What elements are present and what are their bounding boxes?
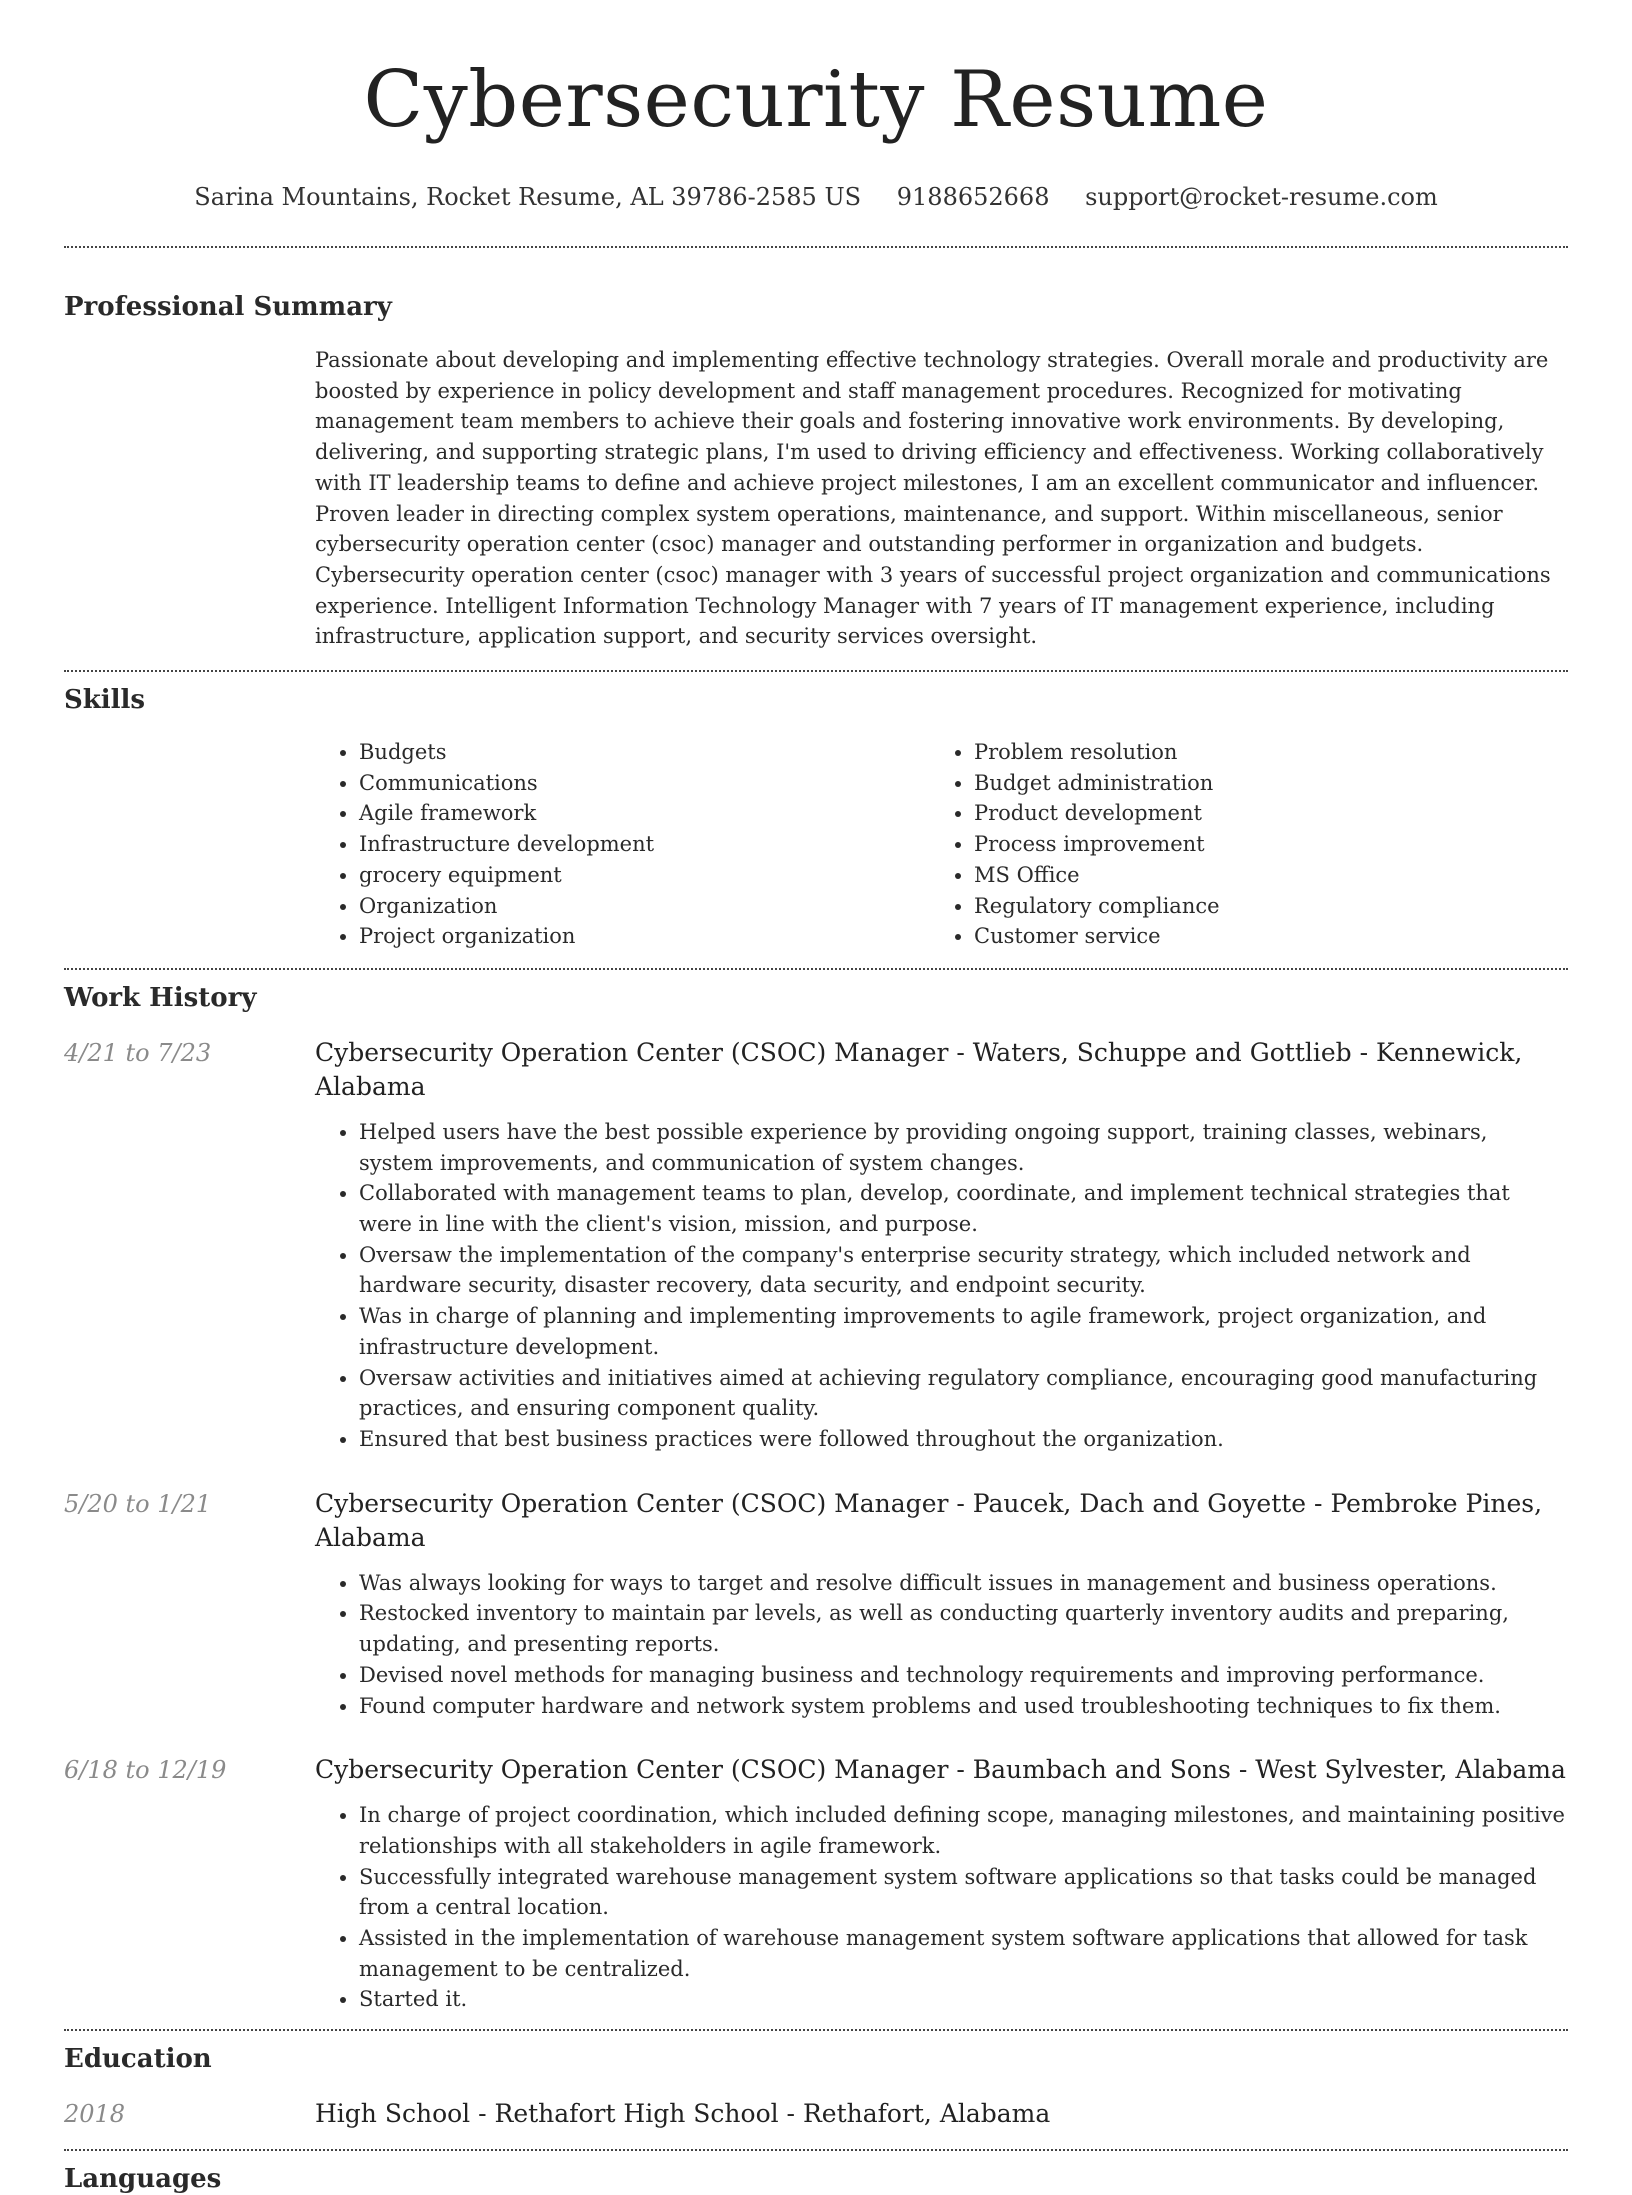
skill-item: • Communications xyxy=(359,768,930,799)
skills-section xyxy=(64,684,1568,952)
contact-line xyxy=(64,182,1568,212)
summary-text: Passionate about developing and implementing effective technology strategies. Overall morale and productivity are boosted by experience in policy development and staff management procedures. Recognized for motivating management team members to achieve their goals and fostering innovative work environments. By developing, delivering, and supporting strategic plans, I'm used to driving efficiency and effectiveness. Working collaboratively with IT leadership teams to define and achieve project milestones, I am an excellent communicator and influencer. Proven leader in directing complex system operations, maintenance, and support. Within miscellaneous, senior cybersecurity operation center (csoc) manager and outstanding performer in organization and budgets. Cybersecurity operation center (csoc) manager with 3 years of successful project organization and communications experience. Intelligent Information Technology Manager with 7 years of IT management experience, including infrastructure, application support, and security services oversight. xyxy=(315,348,1551,649)
job-title: Cybersecurity Operation Center (CSOC) Manager - Baumbach and Sons - West Sylvester, Alabama xyxy=(315,1755,1566,1785)
job-title: Cybersecurity Operation Center (CSOC) Manager - Paucek, Dach and Goyette - Pembroke Pines, Alabama xyxy=(315,1488,1543,1552)
summary-section xyxy=(64,291,1568,652)
education-year: 2018 xyxy=(64,2100,126,2129)
job-bullet: • Successfully integrated warehouse management system software applications so that tasks could be managed from a central location. xyxy=(359,1862,1568,1923)
skill-item: • Project organization xyxy=(359,921,930,952)
job-bullets xyxy=(315,1800,1568,2015)
resume-page xyxy=(64,0,1568,2195)
job-bullet: • Oversaw the implementation of the company's enterprise security strategy, which included network and hardware security, disaster recovery, data security, and endpoint security. xyxy=(359,1240,1568,1301)
job-bullet: • Helped users have the best possible experience by providing ongoing support, training classes, webinars, system improvements, and communication of system changes. xyxy=(359,1117,1568,1178)
skills-list xyxy=(315,737,1568,952)
job-dates: 5/20 to 1/21 xyxy=(64,1489,212,1518)
section-divider xyxy=(64,670,1568,672)
job-bullet: • Ensured that best business practices were followed throughout the organization. xyxy=(359,1424,1568,1455)
resume-title: Cybersecurity Resume xyxy=(363,55,1269,145)
skill-item: • Regulatory compliance xyxy=(974,891,1545,922)
work-history-heading: Work History xyxy=(64,982,257,1013)
skill-item: • Budgets xyxy=(359,737,930,768)
education-school: High School - Rethafort High School - Rethafort, Alabama xyxy=(315,2099,1051,2129)
skill-item: • Agile framework xyxy=(359,798,930,829)
job-dates: 6/18 to 12/19 xyxy=(64,1756,227,1785)
skill-item: • Problem resolution xyxy=(974,737,1545,768)
job-entry xyxy=(64,1753,1568,2015)
job-bullet: • Restocked inventory to maintain par levels, as well as conducting quarterly inventory audits and preparing, updating, and presenting reports. xyxy=(359,1598,1568,1659)
skill-item: • Customer service xyxy=(974,921,1545,952)
skill-item: • Organization xyxy=(359,891,930,922)
section-divider xyxy=(64,246,1568,248)
skill-item: • MS Office xyxy=(974,860,1545,891)
contact-address: Sarina Mountains, Rocket Resume, AL 39786-2585 US xyxy=(194,183,862,211)
job-bullets xyxy=(315,1568,1568,1722)
job-bullet: • Devised novel methods for managing business and technology requirements and improving performance. xyxy=(359,1660,1568,1691)
contact-email: support@rocket-resume.com xyxy=(1085,183,1438,211)
job-title: Cybersecurity Operation Center (CSOC) Manager - Waters, Schuppe and Gottlieb - Kennewick, Alabama xyxy=(315,1037,1523,1101)
skills-column-right xyxy=(930,737,1545,952)
skill-item: • grocery equipment xyxy=(359,860,930,891)
skill-item: • Budget administration xyxy=(974,768,1545,799)
job-entry xyxy=(64,1036,1568,1455)
job-entry xyxy=(64,1487,1568,1722)
job-bullets xyxy=(315,1117,1568,1455)
job-bullet: • Was in charge of planning and implementing improvements to agile framework, project organization, and infrastructure development. xyxy=(359,1301,1568,1362)
section-divider xyxy=(64,968,1568,970)
contact-phone: 9188652668 xyxy=(896,183,1050,211)
skill-item: • Process improvement xyxy=(974,829,1545,860)
section-divider xyxy=(64,2149,1568,2151)
job-dates: 4/21 to 7/23 xyxy=(64,1038,212,1067)
education-heading: Education xyxy=(64,2044,212,2075)
job-bullet: • Collaborated with management teams to plan, develop, coordinate, and implement technical strategies that were in line with the client's vision, mission, and purpose. xyxy=(359,1178,1568,1239)
languages-heading: Languages xyxy=(64,2164,222,2195)
education-entry xyxy=(64,2097,1568,2131)
job-bullet: • Assisted in the implementation of warehouse management system software applications that allowed for task management to be centralized. xyxy=(359,1923,1568,1984)
skill-item: • Infrastructure development xyxy=(359,829,930,860)
job-bullet: • Found computer hardware and network system problems and used troubleshooting techniques to fix them. xyxy=(359,1691,1568,1722)
skill-item: • Product development xyxy=(974,798,1545,829)
summary-heading: Professional Summary xyxy=(64,292,392,322)
job-bullet: • Oversaw activities and initiatives aimed at achieving regulatory compliance, encouraging good manufacturing practices, and ensuring component quality. xyxy=(359,1363,1568,1424)
work-history-section xyxy=(64,982,1568,2015)
skills-column-left xyxy=(315,737,930,952)
job-bullet: • In charge of project coordination, which included defining scope, managing milestones, and maintaining positive relationships with all stakeholders in agile framework. xyxy=(359,1800,1568,1861)
section-divider xyxy=(64,2029,1568,2031)
job-bullet: • Started it. xyxy=(359,1984,1568,2015)
skills-heading: Skills xyxy=(64,685,146,716)
job-bullet: • Was always looking for ways to target and resolve difficult issues in management and business operations. xyxy=(359,1568,1568,1599)
education-section xyxy=(64,2043,1568,2131)
languages-section xyxy=(64,2163,1568,2195)
